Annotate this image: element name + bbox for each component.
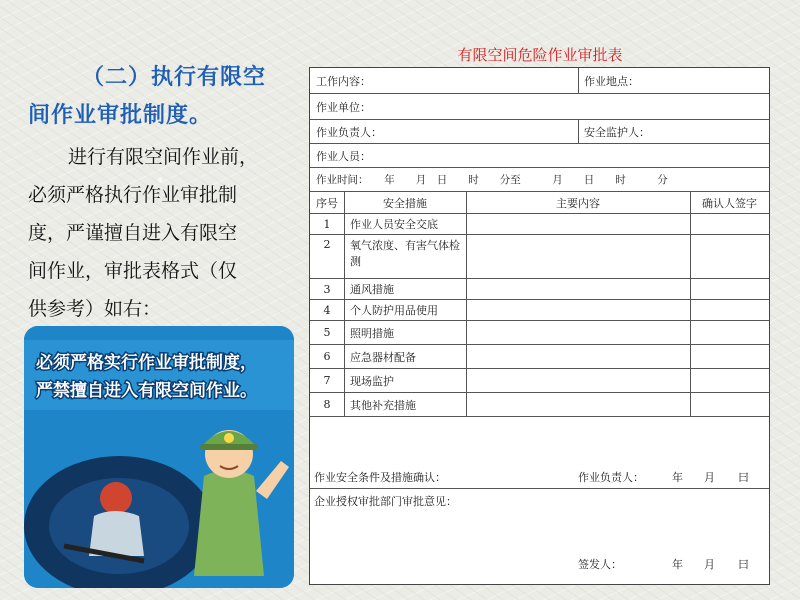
header-no: 序号 bbox=[316, 196, 338, 210]
body-line-3: 度，严谨擅自进入有限空 bbox=[28, 222, 238, 244]
table-row bbox=[310, 345, 769, 369]
row-approval bbox=[310, 489, 769, 584]
confirm-label: 作业安全条件及措施确认： bbox=[314, 471, 446, 484]
item-no: 2 bbox=[323, 238, 331, 251]
table-row bbox=[310, 321, 769, 345]
item-measure: 氧气浓度、有害气体检测 bbox=[350, 239, 460, 268]
poster-illustration bbox=[24, 326, 294, 588]
item-no: 8 bbox=[323, 398, 331, 411]
item-no: 1 bbox=[323, 217, 331, 231]
item-no: 6 bbox=[323, 350, 331, 363]
item-measure: 其他补充措施 bbox=[350, 398, 416, 412]
item-no: 4 bbox=[323, 303, 331, 317]
heading-line-2: 间作业审批制度。 bbox=[28, 102, 213, 128]
table-row bbox=[310, 279, 769, 300]
work-location-label: 作业地点： bbox=[584, 74, 639, 88]
item-no: 3 bbox=[323, 282, 331, 296]
row-work-leader bbox=[310, 120, 769, 144]
row-work-unit bbox=[310, 94, 769, 120]
divider bbox=[344, 192, 345, 417]
heading-line-1: （二）执行有限空 bbox=[82, 64, 267, 90]
item-measure: 作业人员安全交底 bbox=[350, 218, 438, 231]
divider bbox=[690, 192, 691, 417]
header-measure: 安全措施 bbox=[383, 196, 427, 210]
form-title: 有限空间危险作业审批表 bbox=[457, 46, 623, 64]
item-measure: 通风措施 bbox=[350, 283, 394, 296]
confirm-day: 曰 bbox=[738, 471, 749, 484]
safety-supervisor-label: 安全监护人： bbox=[584, 125, 650, 139]
row-work-time bbox=[310, 168, 769, 192]
work-leader-label: 作业负责人： bbox=[316, 125, 382, 139]
table-row bbox=[310, 214, 769, 235]
approval-form bbox=[309, 67, 770, 585]
poster-slogan-2: 严禁擅自进入有限空间作业。 bbox=[36, 381, 257, 401]
body-line-1: 进行有限空间作业前， bbox=[68, 146, 259, 168]
body-paragraph bbox=[28, 138, 290, 328]
body-line-2: 必须严格执行作业审批制 bbox=[28, 184, 238, 206]
confirm-year: 年 bbox=[672, 471, 683, 484]
approval-day: 曰 bbox=[738, 558, 749, 571]
issuer-label: 签发人： bbox=[578, 558, 622, 571]
item-no: 5 bbox=[323, 326, 331, 339]
row-confirmation bbox=[310, 417, 769, 489]
section-heading bbox=[28, 58, 298, 134]
confirm-leader-label: 作业负责人： bbox=[578, 471, 644, 484]
approval-year: 年 bbox=[672, 558, 683, 571]
row-work-content bbox=[310, 68, 769, 94]
workers-label: 作业人员： bbox=[316, 149, 371, 163]
header-content: 主要内容 bbox=[556, 196, 600, 210]
table-header-row bbox=[310, 192, 769, 214]
item-no: 7 bbox=[323, 374, 331, 387]
body-line-5: 供参考）如右： bbox=[28, 298, 162, 320]
item-measure: 应急器材配备 bbox=[350, 350, 416, 364]
item-measure: 现场监护 bbox=[350, 374, 394, 388]
work-content-label: 工作内容： bbox=[316, 74, 371, 88]
row-workers bbox=[310, 144, 769, 168]
approval-label: 企业授权审批部门审批意见： bbox=[314, 495, 457, 508]
body-line-4: 间作业，审批表格式（仅 bbox=[28, 260, 238, 282]
divider bbox=[466, 192, 467, 417]
table-row bbox=[310, 300, 769, 321]
safety-poster bbox=[24, 326, 294, 588]
item-measure: 个人防护用品使用 bbox=[350, 304, 438, 317]
table-row bbox=[310, 369, 769, 393]
header-confirm: 确认人签字 bbox=[702, 196, 757, 210]
table-row bbox=[310, 393, 769, 417]
confirm-month: 月 bbox=[704, 471, 715, 484]
table-row bbox=[310, 235, 769, 279]
item-measure: 照明措施 bbox=[350, 326, 394, 340]
work-unit-label: 作业单位： bbox=[316, 100, 371, 114]
approval-month: 月 bbox=[704, 558, 715, 571]
work-time-label: 作业时间： 年 月 日 时 分至 月 日 时 分 bbox=[316, 174, 668, 186]
poster-slogan-1: 必须严格实行作业审批制度， bbox=[36, 353, 257, 373]
